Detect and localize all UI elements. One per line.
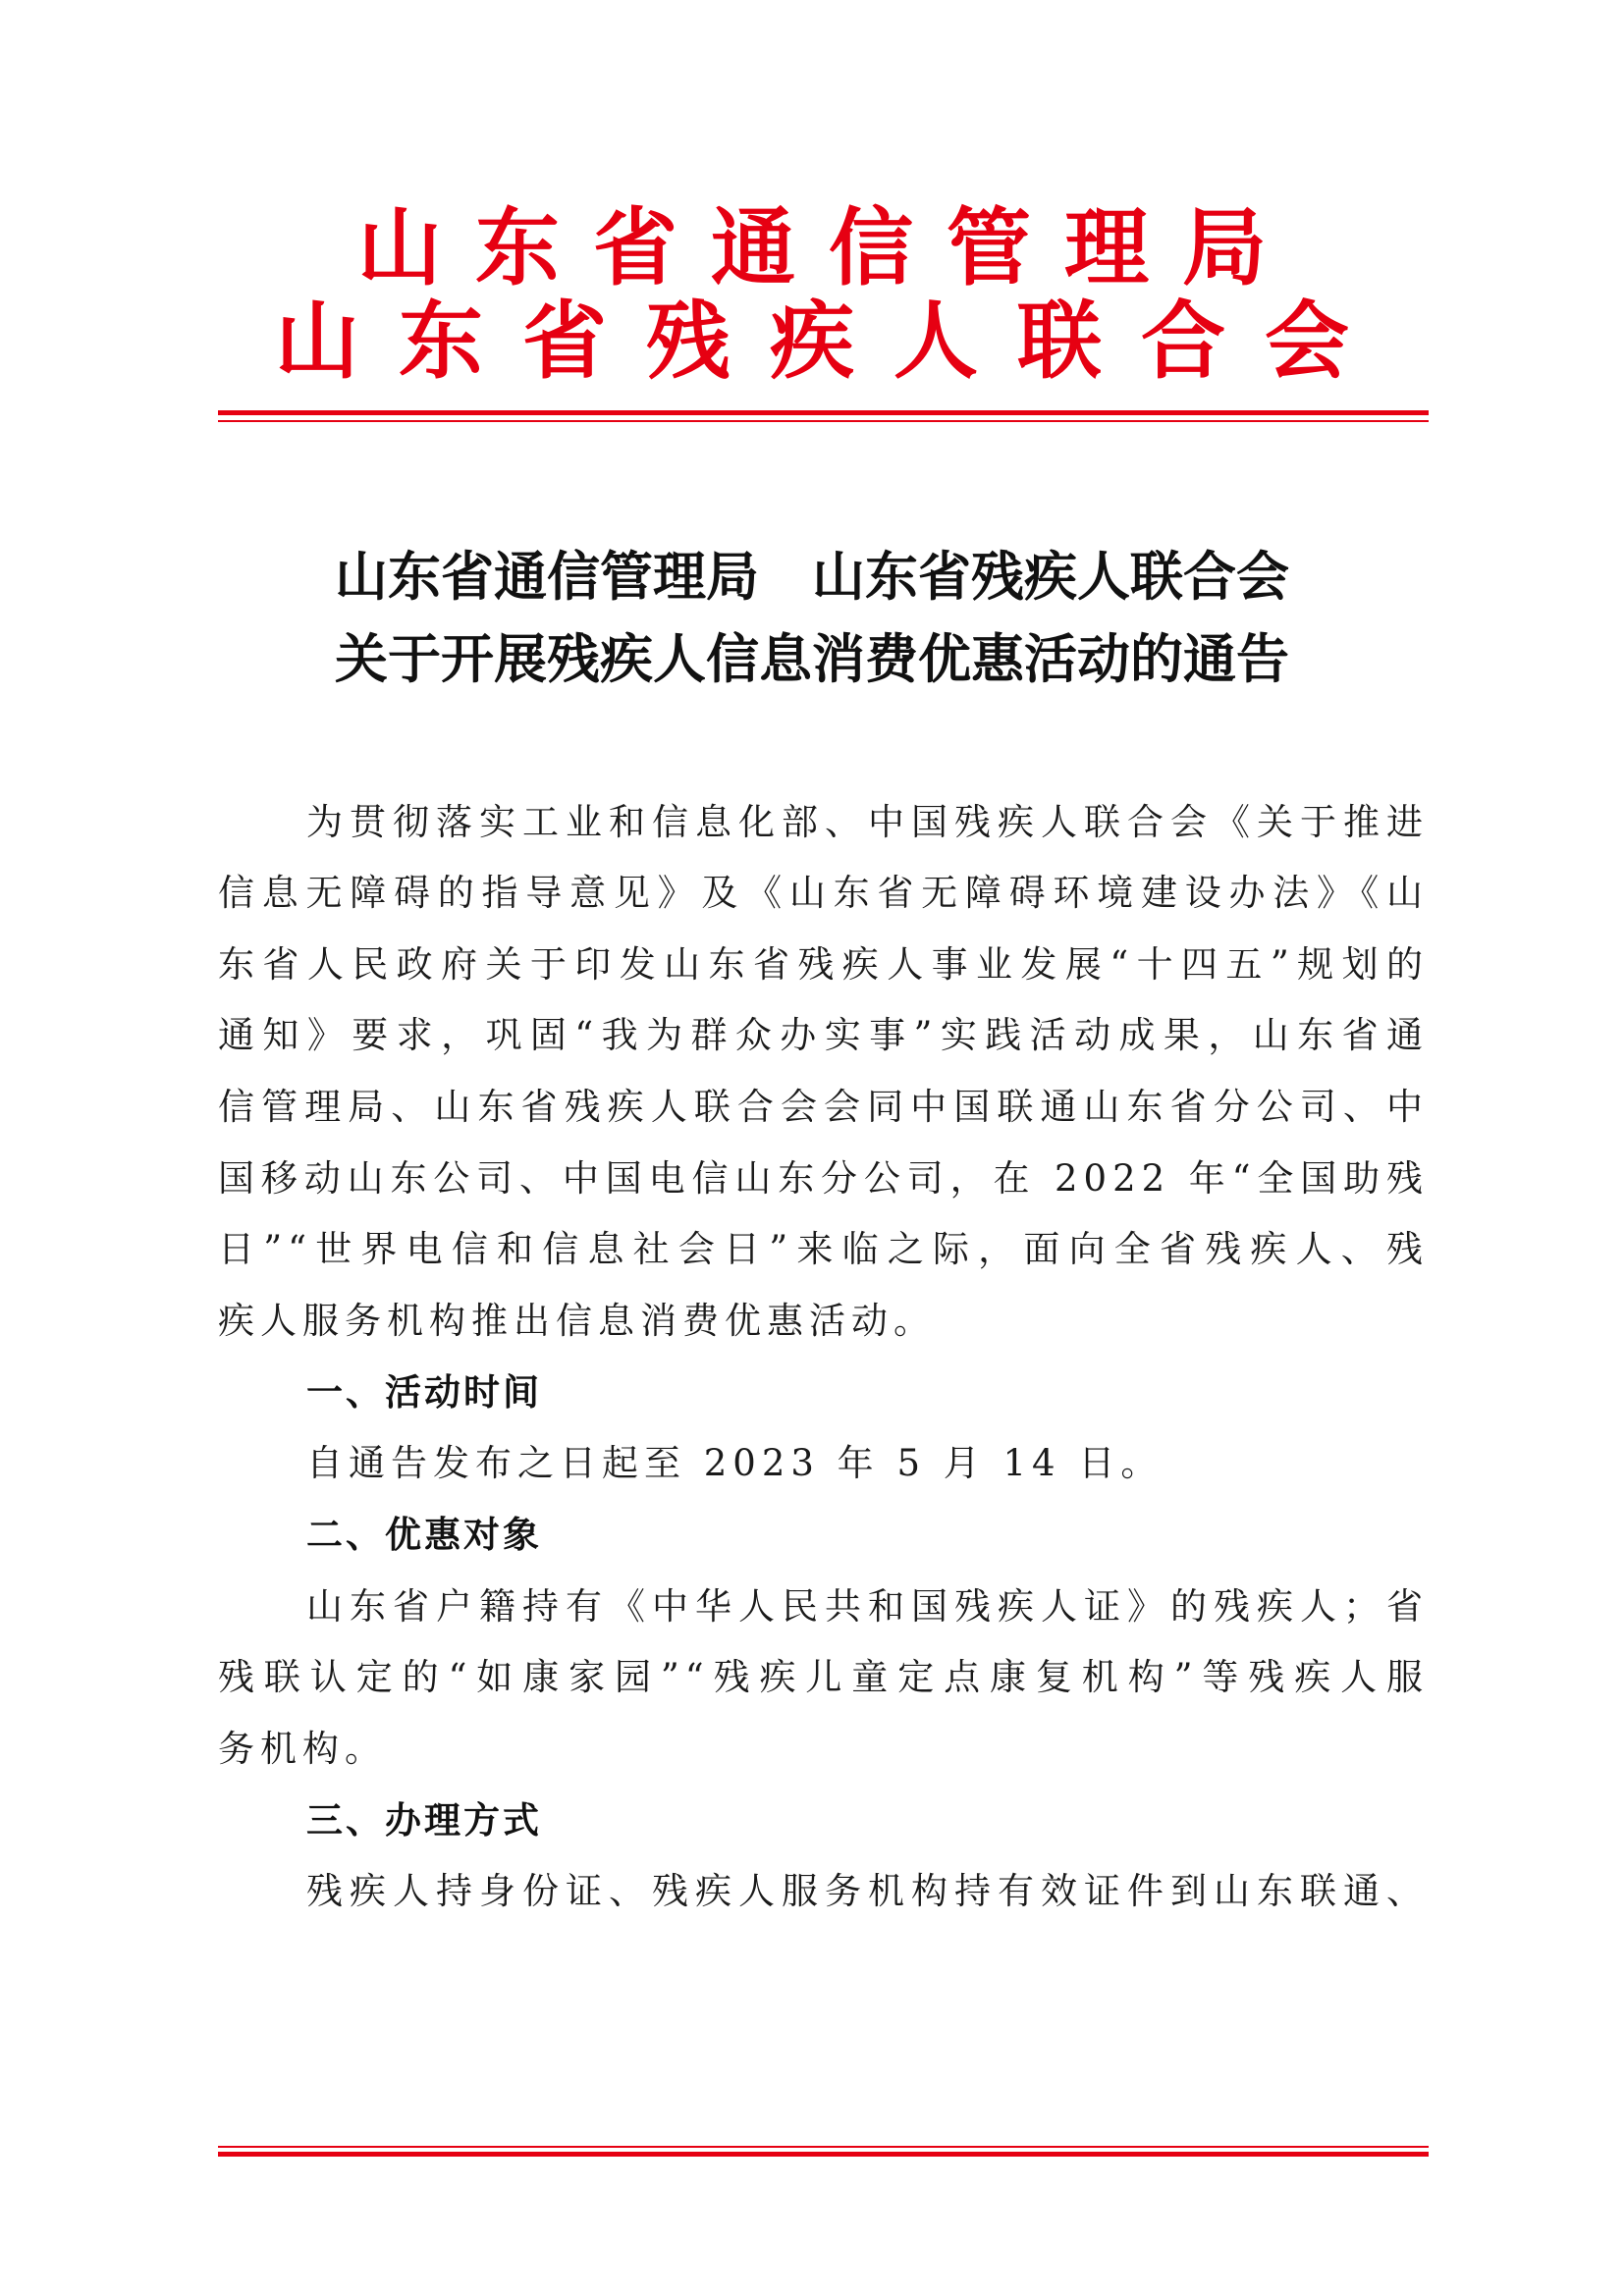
section-body-line: 山东省户籍持有《中华人民共和国残疾人证》的残疾人；省	[306, 1585, 1429, 1628]
section-heading-eligible-targets: 二、优惠对象	[306, 1514, 542, 1556]
intro-line: 国移动山东公司、中国电信山东分公司，在 2022 年“全国助残	[218, 1157, 1429, 1200]
intro-line: 为贯彻落实工业和信息化部、中国残疾人联合会《关于推进	[306, 801, 1429, 843]
bottom-red-rule-thick	[218, 2152, 1429, 2157]
intro-line: 信息无障碍的指导意见》及《山东省无障碍环境建设办法》《山	[218, 872, 1429, 914]
intro-line: 信管理局、山东省残疾人联合会会同中国联通山东省分公司、中	[218, 1086, 1429, 1128]
intro-line: 疾人服务机构推出信息消费优惠活动。	[218, 1300, 936, 1342]
title-line-2: 关于开展残疾人信息消费优惠活动的通告	[335, 627, 1289, 690]
section-body-line: 残疾人持身份证、残疾人服务机构持有效证件到山东联通、	[306, 1870, 1429, 1912]
section-body-line: 残联认定的“如康家园”“残疾儿童定点康复机构”等残疾人服	[218, 1656, 1429, 1698]
letterhead-line-disabled-federation: 山东省残疾人联合会	[275, 292, 1388, 391]
bottom-red-rule-thin	[218, 2146, 1429, 2148]
section-body-line: 务机构。	[218, 1728, 387, 1770]
intro-line: 日”“世界电信和信息社会日”来临之际，面向全省残疾人、残	[218, 1228, 1429, 1270]
title-line-1: 山东省通信管理局 山东省残疾人联合会	[335, 545, 1289, 608]
top-red-rule-thin	[218, 420, 1429, 422]
letterhead-line-telecom-bureau: 山东省通信管理局	[357, 198, 1300, 297]
section-heading-activity-time: 一、活动时间	[306, 1371, 542, 1414]
section-heading-application-method: 三、办理方式	[306, 1799, 542, 1842]
intro-line: 东省人民政府关于印发山东省残疾人事业发展“十四五”规划的	[218, 943, 1429, 986]
intro-line: 通知》要求，巩固“我为群众办实事”实践活动成果，山东省通	[218, 1014, 1429, 1056]
section-body-line: 自通告发布之日起至 2023 年 5 月 14 日。	[306, 1442, 1164, 1484]
top-red-rule-thick	[218, 410, 1429, 415]
